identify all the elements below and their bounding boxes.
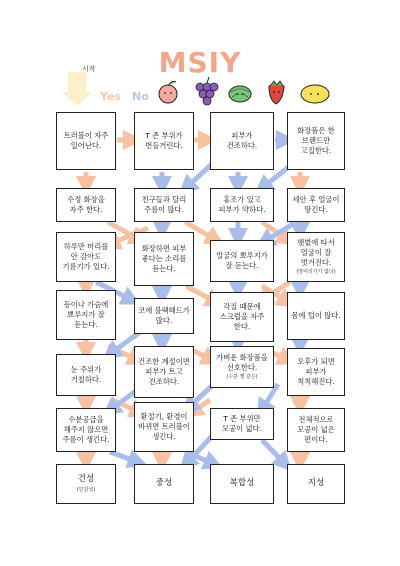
question-box: 몸에 털이 많다. bbox=[287, 292, 345, 340]
legend-yes: Yes bbox=[100, 90, 121, 103]
start-label: 시작 bbox=[82, 65, 96, 73]
question-box: 친구들과 달리 주름이 많다. bbox=[134, 188, 194, 222]
question-box: 전체적으로 모공이 넓은 편이다. bbox=[287, 408, 345, 452]
question-box: 하루만 머리를 안 감아도 기름기가 있다. bbox=[56, 232, 116, 282]
question-box: 피부가 건조하다. bbox=[210, 112, 274, 170]
question-box: 세안 후 얼굴이 땅긴다. bbox=[287, 188, 345, 222]
melon-icon bbox=[229, 86, 251, 102]
question-box: 가벼운 화장품을 선호한다. (수분 젤 같은) bbox=[210, 346, 274, 388]
grape-icon bbox=[196, 77, 218, 105]
question-box: 수분공급을 해주지 않으면 주름이 생긴다. bbox=[56, 408, 116, 452]
question-box: 화장품은 한 브랜드만 고집한다. bbox=[287, 112, 345, 170]
result-box-dry: 건성 (민감성) bbox=[56, 464, 116, 504]
question-box: 각질 때문에 스크럽을 자주 한다. bbox=[210, 292, 274, 342]
legend-no: No bbox=[132, 90, 149, 103]
question-box: 얼굴의 뾰루지가 잘 돋는다. bbox=[210, 240, 274, 282]
peach-icon bbox=[159, 82, 177, 104]
question-box: 화장하면 피부 좋다는 소리를 듣는다. bbox=[134, 232, 194, 286]
question-box: 건조한 계절이면 피부가 트고 건조하다. bbox=[134, 346, 194, 398]
question-box: 코에 블랙헤드가 많다. bbox=[134, 298, 194, 334]
question-box: 환절기, 환경이 바뀌면 트러블이 생긴다. bbox=[134, 402, 194, 452]
strawberry-icon bbox=[269, 81, 284, 104]
question-box: T 존 부위만 모공이 넓다. bbox=[210, 408, 274, 440]
question-box: 등이나 가슴에 뾰루지가 잘 돋는다. bbox=[56, 290, 116, 340]
result-box-normal: 중성 bbox=[134, 464, 194, 504]
question-box: 트러블이 자주 일어난다. bbox=[56, 112, 116, 170]
question-box: 오후가 되면 피부가 칙칙해진다. bbox=[287, 348, 345, 396]
diagram-title: MSIY bbox=[158, 46, 242, 79]
question-box: 눈 주위가 거칠하다. bbox=[56, 354, 116, 396]
question-box: 홍조가 있고 피부가 약하다. bbox=[210, 188, 274, 222]
question-box: 햇볕에 타서 얼굴이 잘 벗겨진다. (앞머리가가 없다) bbox=[287, 232, 345, 282]
result-box-oily: 지성 bbox=[287, 464, 345, 504]
result-box-combination: 복합성 bbox=[210, 464, 274, 504]
lemon-icon bbox=[301, 85, 329, 103]
question-box: 수정 화장을 자주 한다. bbox=[56, 188, 116, 222]
question-box: T 존 부위가 번들거린다. bbox=[134, 112, 194, 170]
